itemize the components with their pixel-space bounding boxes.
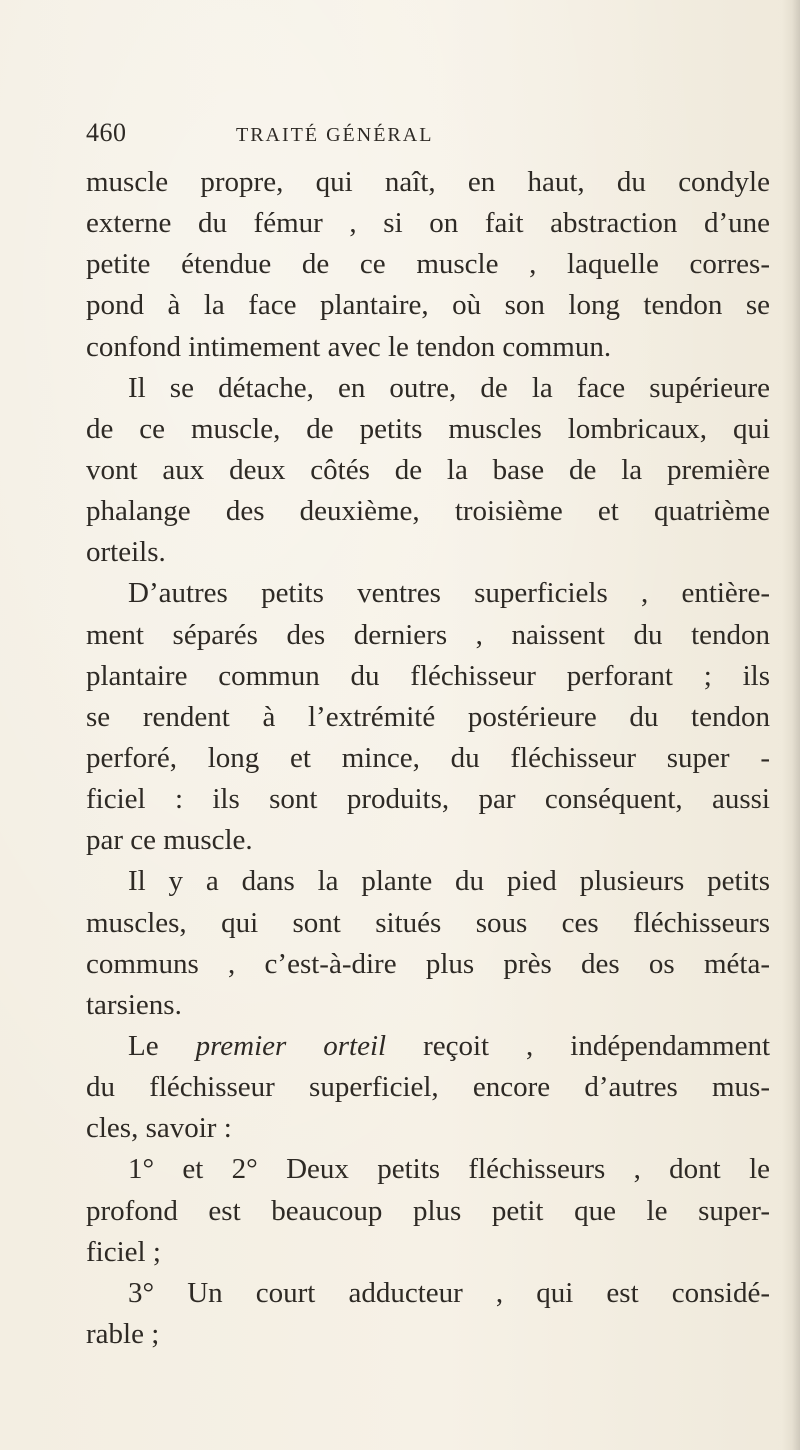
page-number: 460 xyxy=(86,118,127,147)
text-line: vont aux deux côtés de la base de la première xyxy=(86,453,770,486)
text-line: rable ; xyxy=(86,1317,160,1350)
text-line: ficiel ; xyxy=(86,1235,161,1268)
text-line: 1° et 2° Deux petits fléchisseurs , dont le xyxy=(128,1153,770,1186)
text-line: communs , c’est-à-dire plus près des os méta- xyxy=(86,947,770,980)
text-line: petite étendue de ce muscle , laquelle corres- xyxy=(86,248,770,281)
text-line: plantaire commun du fléchisseur perforant ; ils xyxy=(86,659,770,692)
text-line: se rendent à l’extrémité postérieure du tendon xyxy=(86,700,770,733)
text-line: perforé, long et mince, du fléchisseur super - xyxy=(86,741,770,774)
italic-term: premier orteil xyxy=(195,1029,387,1062)
text-line: ficiel : ils sont produits, par conséquent, aussi xyxy=(86,783,770,816)
text-line: 3° Un court adducteur , qui est considé- xyxy=(128,1276,770,1309)
body-text xyxy=(86,162,770,1355)
text-segment: reçoit , indépendamment xyxy=(386,1029,770,1062)
text-line: tarsiens. xyxy=(86,988,182,1021)
text-line: par ce muscle. xyxy=(86,824,253,857)
text-line: ment séparés des derniers , naissent du tendon xyxy=(86,618,770,651)
page-header xyxy=(86,118,586,152)
text-line: muscles, qui sont situés sous ces fléchisseurs xyxy=(86,906,770,939)
text-line: profond est beaucoup plus petit que le super- xyxy=(86,1194,770,1227)
text-line: muscle propre, qui naît, en haut, du condyle xyxy=(86,166,770,198)
text-line: orteils. xyxy=(86,536,166,569)
text-line: confond intimement avec le tendon commun. xyxy=(86,330,612,363)
page-edge-shadow xyxy=(782,0,800,1450)
text-line xyxy=(86,1026,770,1067)
text-line: Il y a dans la plante du pied plusieurs petits xyxy=(128,865,770,898)
text-line: du fléchisseur superficiel, encore d’autres mus- xyxy=(86,1071,770,1104)
text-line: externe du fémur , si on fait abstraction d’une xyxy=(86,207,770,240)
text-line: pond à la face plantaire, où son long tendon se xyxy=(86,289,770,322)
running-head: TRAITÉ GÉNÉRAL xyxy=(236,124,434,146)
text-line: de ce muscle, de petits muscles lombricaux, qui xyxy=(86,412,770,445)
text-line: D’autres petits ventres superficiels , entière- xyxy=(128,577,770,610)
text-line: Il se détache, en outre, de la face supérieure xyxy=(128,371,770,404)
text-line: cles, savoir : xyxy=(86,1112,232,1145)
text-segment: Le xyxy=(128,1029,196,1062)
text-line: phalange des deuxième, troisième et quatrième xyxy=(86,495,770,528)
